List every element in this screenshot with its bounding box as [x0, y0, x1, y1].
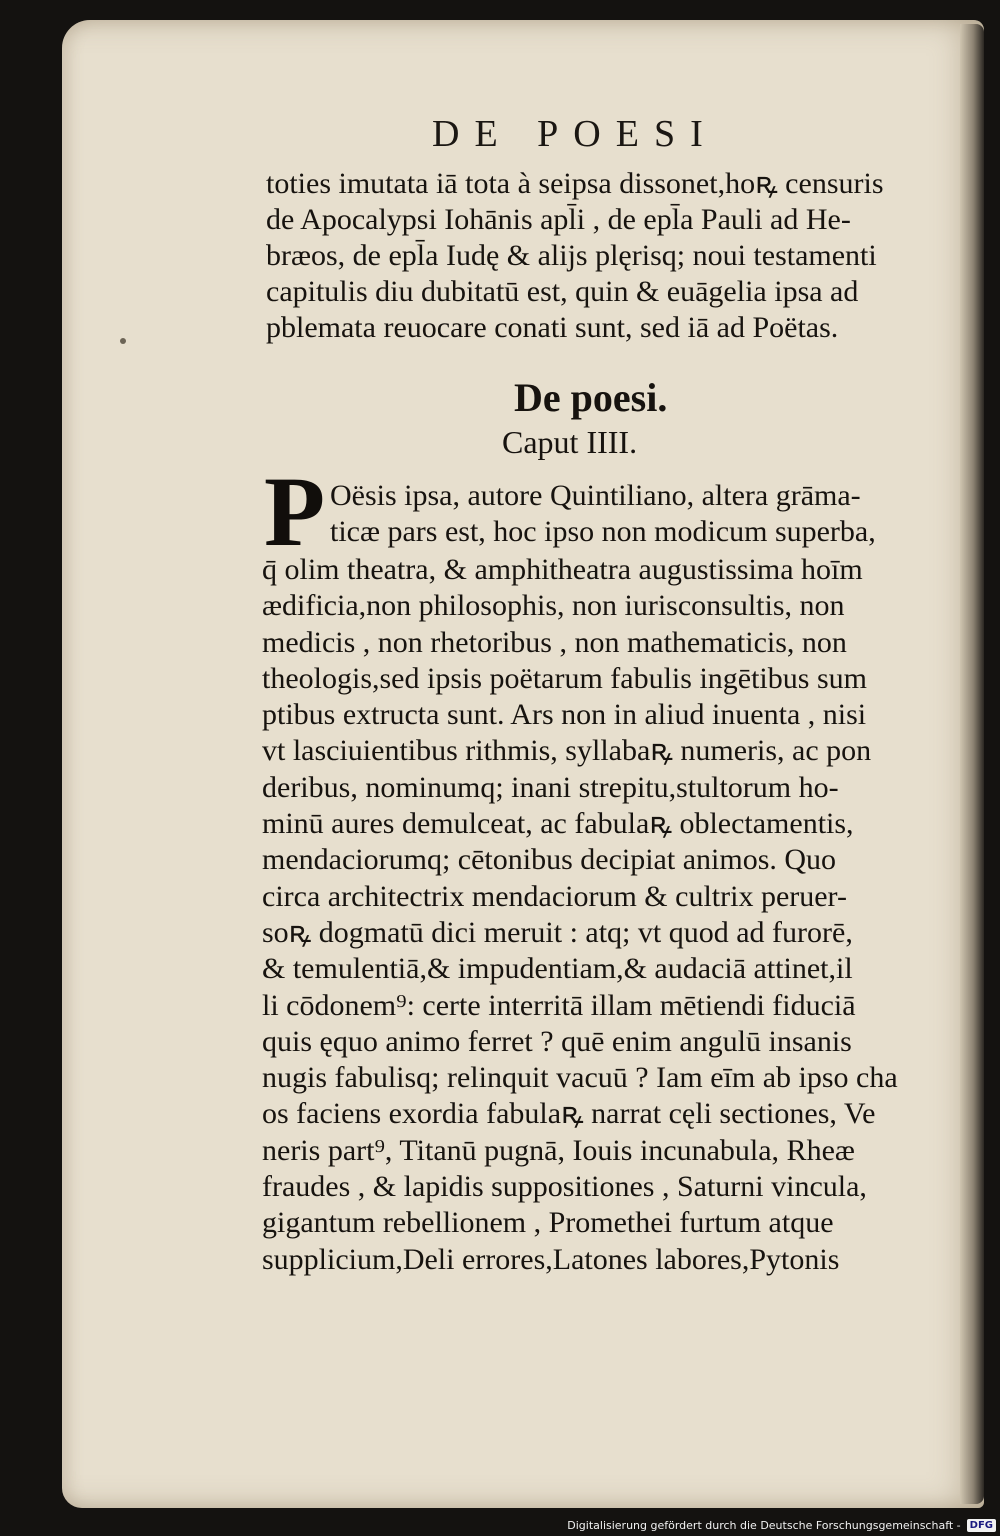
text-line: & temulentiā,& impudentiam,& audaciā attinet,il — [262, 952, 853, 986]
dfg-logo: DFG — [967, 1519, 996, 1532]
chapter-title: De poesi. — [514, 375, 668, 420]
footer-credit: Digitalisierung gefördert durch die Deutsche Forschungsgemeinschaft - — [567, 1519, 961, 1532]
text-line: pblemata reuocare conati sunt, sed iā ad Poëtas. — [266, 311, 839, 344]
margin-spot — [120, 338, 126, 344]
text-line: q̄ olim theatra, & amphitheatra augustissima hoīm — [262, 553, 863, 586]
text-line: quis ęquo animo ferret ? quē enim angulū insanis — [262, 1024, 852, 1058]
text-line: supplicium,Deli errores,Latones labores,Pytonis — [262, 1242, 840, 1276]
text-line: medicis , non rhetoribus , non mathematicis, non — [262, 625, 847, 659]
text-line: circa architectrix mendaciorum & cultrix peruer- — [262, 879, 847, 913]
text-line: os faciens exordia fabulaꝶ narrat cęli sectiones, Ve — [262, 1097, 876, 1131]
text-line: ptibus extructa sunt. Ars non in aliud inuenta , nisi — [262, 698, 867, 732]
text-line: de Apocalypsi Iohānis apl̄i , de epl̄a Pauli ad He- — [266, 203, 851, 236]
drop-cap-initial: P — [264, 456, 326, 567]
text-line: nugis fabulisq; relinquit vacuū ? Iam eīm ab ipso cha — [262, 1061, 898, 1095]
running-head: DE POESI — [432, 113, 718, 155]
text-line: deribus, nominumq; inani strepitu,stultorum ho- — [262, 770, 839, 804]
text-line: gigantum rebellionem , Promethei furtum atque — [262, 1206, 834, 1240]
digitization-footer — [567, 1519, 996, 1532]
text-line: neris part⁹, Titanū pugnā, Iouis incunabula, Rheæ — [262, 1133, 855, 1167]
text-line: mendaciorumq; cētonibus decipiat animos. Quo — [262, 843, 837, 877]
text-line: fraudes , & lapidis suppositiones , Saturni vincula, — [262, 1170, 867, 1204]
page-edge-shadow — [960, 24, 984, 1504]
body-paragraph — [262, 552, 962, 1278]
text-line: ticæ pars est, hoc ipso non modicum superba, — [330, 515, 876, 548]
text-line: vt lasciuientibus rithmis, syllabaꝶ numeris, ac pon — [262, 734, 872, 768]
text-line: ædificia,non philosophis, non iurisconsultis, non — [262, 589, 845, 623]
text-line: bræos, de epl̄a Iudę & alijs plęrisq; noui testamenti — [266, 239, 877, 272]
text-line: minū aures demulceat, ac fabulaꝶ oblectamentis, — [262, 807, 854, 841]
text-line: toties imutata iā tota à seipsa dissonet,hoꝶ censuris — [266, 167, 884, 200]
text-line: capitulis diu dubitatū est, quin & euāgelia ipsa ad — [266, 275, 859, 308]
text-line: theologis,sed ipsis poëtarum fabulis ingētibus sum — [262, 661, 867, 695]
first-lines — [330, 478, 970, 550]
text-line: li cōdonem⁹: certe interritā illam mētiendi fiduciā — [262, 988, 856, 1022]
opening-paragraph — [266, 166, 946, 346]
chapter-number: Caput IIII. — [502, 424, 638, 460]
text-line: Oësis ipsa, autore Quintiliano, altera grāma- — [330, 479, 861, 512]
text-line: soꝶ dogmatū dici meruit : atq; vt quod ad furorē, — [262, 915, 853, 949]
